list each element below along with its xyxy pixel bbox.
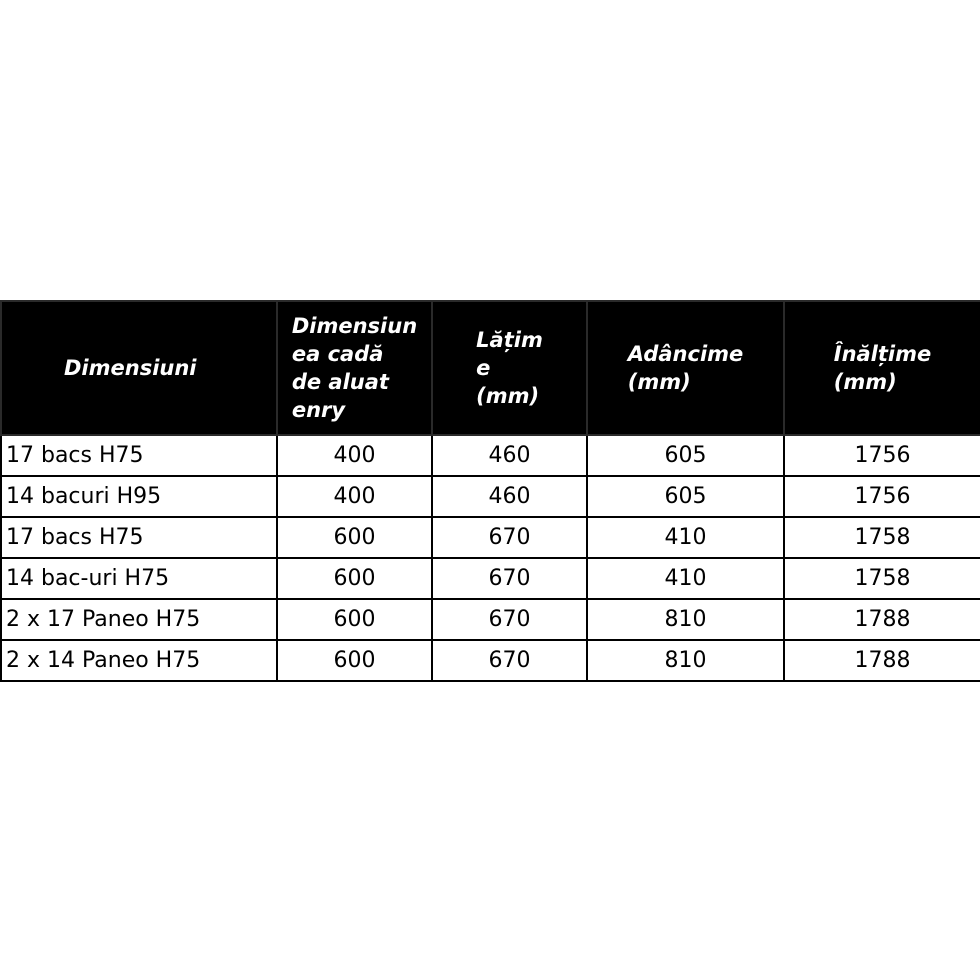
table-row: [1, 476, 980, 517]
cell-tray-size: 600: [277, 517, 432, 558]
cell-height: 1756: [784, 435, 980, 476]
cell-model: 2 x 14 Paneo H75: [1, 640, 277, 681]
cell-tray-size: 400: [277, 476, 432, 517]
table-row: [1, 640, 980, 681]
header-inaltime-label: Înălțime (mm): [833, 342, 932, 394]
cell-height: 1788: [784, 599, 980, 640]
cell-height: 1758: [784, 517, 980, 558]
cell-depth: 605: [587, 435, 784, 476]
cell-model: 14 bac-uri H75: [1, 558, 277, 599]
header-dimensiuni-label: Dimensiuni: [64, 356, 197, 380]
cell-height: 1788: [784, 640, 980, 681]
cell-model: 17 bacs H75: [1, 517, 277, 558]
header-adancime: [587, 301, 784, 435]
table-row: [1, 599, 980, 640]
cell-depth: 410: [587, 558, 784, 599]
cell-model: 2 x 17 Paneo H75: [1, 599, 277, 640]
cell-width: 670: [432, 640, 587, 681]
cell-depth: 605: [587, 476, 784, 517]
cell-width: 670: [432, 558, 587, 599]
cell-tray-size: 600: [277, 640, 432, 681]
cell-tray-size: 600: [277, 558, 432, 599]
cell-height: 1756: [784, 476, 980, 517]
cell-model: 17 bacs H75: [1, 435, 277, 476]
table-row: [1, 517, 980, 558]
cell-height: 1758: [784, 558, 980, 599]
cell-width: 670: [432, 517, 587, 558]
table-row: [1, 435, 980, 476]
cell-width: 460: [432, 476, 587, 517]
header-dimensiune-cada: [277, 301, 432, 435]
header-dimensiune-cada-label: Dimensiun ea cadă de aluat enry: [291, 314, 418, 422]
cell-tray-size: 400: [277, 435, 432, 476]
table-header-row: [1, 301, 980, 435]
cell-depth: 810: [587, 640, 784, 681]
cell-width: 670: [432, 599, 587, 640]
cell-width: 460: [432, 435, 587, 476]
table-row: [1, 558, 980, 599]
cell-depth: 410: [587, 517, 784, 558]
dimensions-table: [0, 300, 980, 682]
header-adancime-label: Adâncime (mm): [627, 342, 744, 394]
header-latime-label: Lățim e (mm): [476, 328, 543, 408]
cell-model: 14 bacuri H95: [1, 476, 277, 517]
cell-depth: 810: [587, 599, 784, 640]
header-inaltime: [784, 301, 980, 435]
header-dimensiuni: [1, 301, 277, 435]
header-latime: [432, 301, 587, 435]
cell-tray-size: 600: [277, 599, 432, 640]
